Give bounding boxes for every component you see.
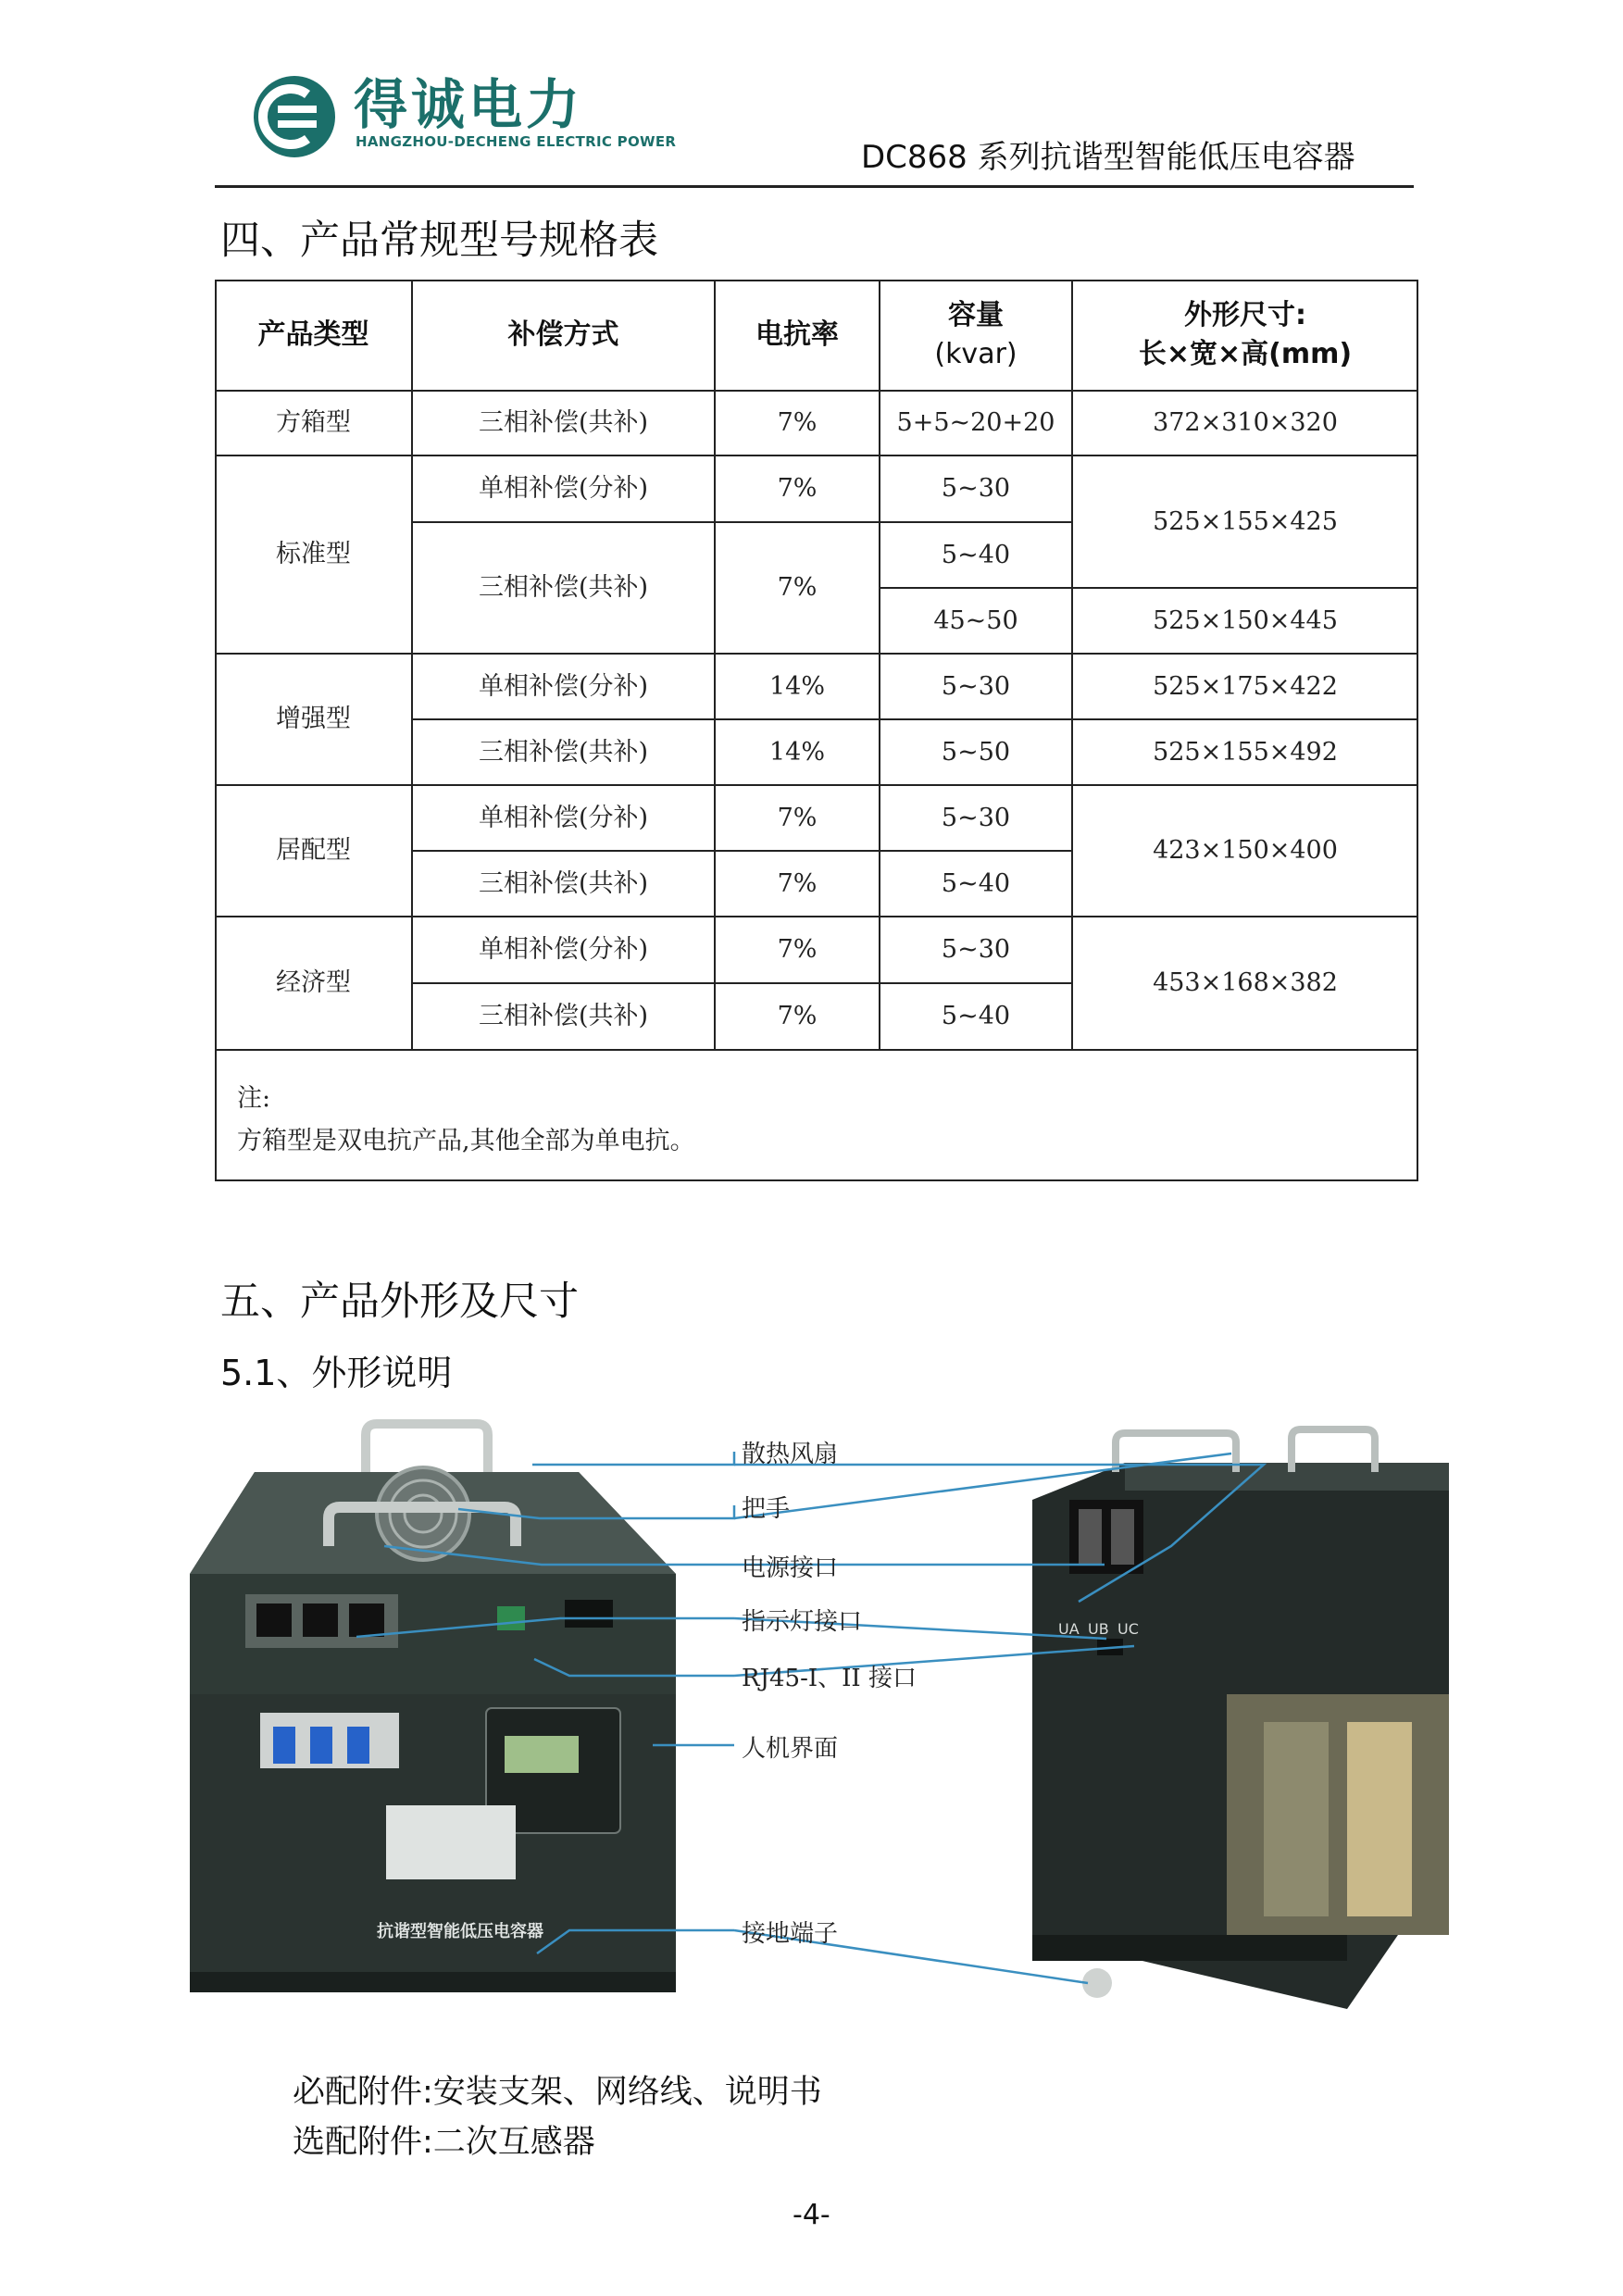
callout-indicator-port: 指示灯接口 [742, 1608, 863, 1636]
method-cell: 单相补偿(分补) [478, 671, 649, 701]
method-cell: 三相补偿(共补) [478, 408, 649, 437]
header-dimensions-line2: 长×宽×高(mm) [1138, 338, 1353, 370]
product-figure [171, 1416, 1467, 2065]
method-cell: 三相补偿(共补) [478, 573, 649, 602]
header-dimensions-line1: 外形尺寸: [1184, 299, 1306, 331]
section-5-1-heading: 5.1、外形说明 [220, 1353, 453, 1393]
capacity-cell: 5~30 [941, 474, 1011, 503]
header-dimensions [1072, 280, 1418, 391]
method-cell: 三相补偿(共补) [478, 1002, 649, 1030]
optional-accessories: 选配附件:二次互感器 [293, 2124, 595, 2161]
header-method: 补偿方式 [507, 318, 619, 351]
header-capacity [880, 280, 1072, 391]
table-note-text: 方箱型是双电抗产品,其他全部为单电抗。 [237, 1127, 695, 1155]
dimensions-cell: 372×310×320 [1153, 408, 1338, 437]
capacity-cell: 5~30 [941, 935, 1011, 964]
reactance-cell: 7% [777, 408, 818, 437]
company-logo-text: 得诚电力 [354, 73, 584, 136]
reactance-cell: 14% [768, 737, 825, 767]
header-capacity-line1: 容量 [948, 299, 1004, 331]
capacity-cell: 5~30 [941, 803, 1011, 832]
section-4-heading: 四、产品常规型号规格表 [220, 218, 658, 264]
callout-hmi: 人机界面 [742, 1735, 839, 1763]
reactance-cell: 7% [777, 573, 818, 602]
capacity-cell: 5~50 [941, 737, 1011, 767]
capacity-cell: 5+5~20+20 [896, 408, 1055, 437]
reactance-cell: 7% [777, 935, 818, 964]
reactance-cell: 7% [777, 1002, 818, 1030]
reactance-cell: 7% [777, 803, 818, 832]
header-type: 产品类型 [257, 318, 369, 351]
method-cell: 三相补偿(共补) [478, 737, 649, 767]
header-capacity-line2: (kvar) [934, 338, 1017, 370]
reactance-cell: 7% [777, 474, 818, 503]
type-cell: 标准型 [276, 540, 351, 568]
document-title: DC868 系列抗谐型智能低压电容器 [861, 139, 1355, 176]
dimensions-cell: 423×150×400 [1153, 836, 1338, 865]
type-cell: 居配型 [276, 836, 351, 865]
method-cell: 单相补偿(分补) [478, 935, 649, 964]
spec-table [215, 280, 1418, 1182]
dimensions-cell: 525×155×492 [1153, 737, 1338, 767]
dimensions-cell: 525×150×445 [1153, 605, 1338, 635]
callout-rj45-port: RJ45-I、II 接口 [742, 1665, 917, 1692]
capacity-cell: 5~40 [941, 1002, 1011, 1030]
side-label-uc: UC [1117, 1620, 1139, 1638]
dimensions-cell: 525×155×425 [1153, 506, 1338, 536]
section-5-heading: 五、产品外形及尺寸 [220, 1279, 579, 1325]
header-divider [215, 185, 1414, 188]
company-logo-mark [250, 72, 339, 161]
side-label-ub: UB [1088, 1620, 1109, 1638]
method-cell: 单相补偿(分补) [478, 803, 649, 832]
reactance-cell: 7% [777, 868, 818, 898]
reactance-cell: 14% [768, 671, 825, 701]
type-cell: 经济型 [276, 968, 351, 997]
capacity-cell: 5~30 [941, 671, 1011, 701]
capacity-cell: 45~50 [933, 605, 1018, 635]
panel-label: 抗谐型智能低压电容器 [377, 1922, 543, 1941]
callout-ground-terminal: 接地端子 [742, 1920, 839, 1948]
capacity-cell: 5~40 [941, 868, 1011, 898]
callout-fan: 散热风扇 [742, 1441, 839, 1468]
callout-handle: 把手 [742, 1495, 791, 1523]
header-reactance: 电抗率 [755, 318, 839, 351]
page-number: -4- [793, 2199, 830, 2231]
dimensions-cell: 525×175×422 [1153, 671, 1338, 701]
table-note-label: 注: [237, 1084, 271, 1113]
type-cell: 方箱型 [276, 408, 351, 437]
method-cell: 单相补偿(分补) [478, 474, 649, 503]
company-logo-subtitle: HANGZHOU-DECHENG ELECTRIC POWER [356, 133, 677, 150]
method-cell: 三相补偿(共补) [478, 868, 649, 898]
callout-power-port: 电源接口 [742, 1554, 839, 1582]
dimensions-cell: 453×168×382 [1153, 968, 1338, 997]
type-cell: 增强型 [276, 705, 351, 733]
required-accessories: 必配附件:安装支架、网络线、说明书 [293, 2074, 822, 2111]
side-label-ua: UA [1058, 1620, 1080, 1638]
capacity-cell: 5~40 [941, 540, 1011, 569]
